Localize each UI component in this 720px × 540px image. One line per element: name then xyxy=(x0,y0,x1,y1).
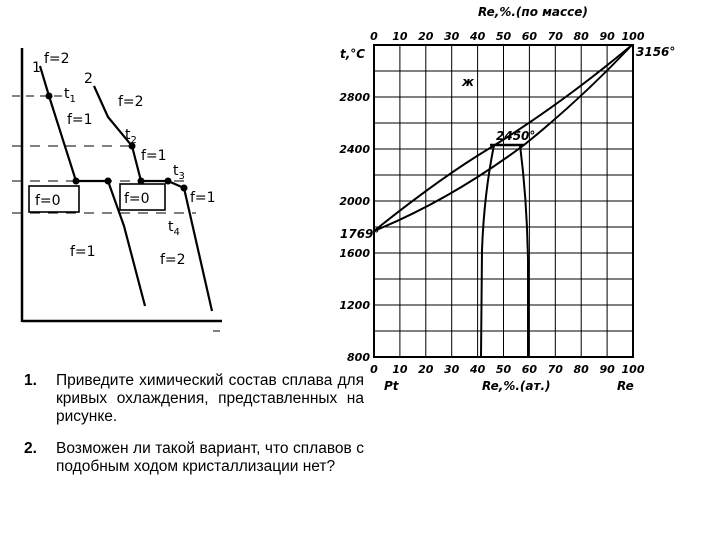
label-t1: $t_1$ xyxy=(64,86,76,105)
top-tick-label: 30 xyxy=(444,30,460,43)
top-tick-label: 50 xyxy=(495,30,512,43)
top-axis-title: Re,%.(по массе) xyxy=(478,5,588,19)
top-tick-label: 70 xyxy=(547,30,563,43)
re-melting-label: 3156° xyxy=(636,45,676,59)
pt-melting-label: 1769° xyxy=(340,227,380,241)
top-tick-label: 40 xyxy=(469,30,486,43)
bottom-tick-label: 40 xyxy=(469,363,486,376)
bottom-tick-label: 70 xyxy=(547,363,563,376)
label-f2-c: f=2 xyxy=(160,252,186,268)
bottom-tick-label: 30 xyxy=(444,363,460,376)
top-tick-label: 80 xyxy=(573,30,589,43)
label-f1-d: f=1 xyxy=(70,244,96,260)
label-curve-2: 2 xyxy=(84,71,93,87)
bottom-tick-label: 10 xyxy=(392,363,408,376)
y-tick-label: 2800 xyxy=(339,91,370,104)
top-tick-label: 10 xyxy=(392,30,408,43)
top-tick-label: 0 xyxy=(370,30,378,43)
cooling-point-t4 xyxy=(181,185,188,192)
solvus-right-curve xyxy=(520,145,528,357)
label-t2: $t_2$ xyxy=(125,127,137,146)
y-tick-label: 800 xyxy=(347,351,370,364)
right-element-label: Re xyxy=(617,379,634,393)
liquid-phase-label: ж xyxy=(462,75,474,89)
bottom-tick-label: 100 xyxy=(621,363,645,376)
top-tick-label: 100 xyxy=(621,30,645,43)
cooling-point-t1 xyxy=(46,93,53,100)
label-f2-b: f=2 xyxy=(118,94,144,110)
left-element-label: Pt xyxy=(384,379,399,393)
question-1 xyxy=(24,372,364,426)
bottom-tick-labels xyxy=(370,363,645,376)
y-tick-label: 1600 xyxy=(339,247,370,260)
label-f1-c: f=1 xyxy=(190,190,216,206)
cooling-curves-panel xyxy=(12,48,222,331)
cooling-point xyxy=(73,178,80,185)
label-t3: $t_3$ xyxy=(173,163,185,182)
top-tick-label: 90 xyxy=(599,30,615,43)
label-f0-b: f=0 xyxy=(124,191,150,207)
label-t4: $t_4$ xyxy=(168,219,180,238)
questions-list xyxy=(24,372,364,490)
bottom-tick-label: 0 xyxy=(370,363,378,376)
bottom-tick-label: 60 xyxy=(521,363,538,376)
y-tick-label: 2000 xyxy=(339,195,370,208)
question-number: 2. xyxy=(24,440,37,457)
solvus-left-curve xyxy=(481,145,494,357)
question-text: Возможен ли такой вариант, что сплавов с подобным ходом кристаллизации нет? xyxy=(56,440,364,475)
bottom-tick-label: 90 xyxy=(599,363,615,376)
question-number: 1. xyxy=(24,372,37,389)
bottom-axis-title: Re,%.(ат.) xyxy=(482,379,551,393)
label-f2-top: f=2 xyxy=(44,51,70,67)
phase-diagram-panel xyxy=(339,5,675,393)
question-text: Приведите химический состав сплава для кривых охлаждения, представленных на рисунке. xyxy=(56,372,364,425)
label-f1-a: f=1 xyxy=(67,112,93,128)
y-axis-title: t,°C xyxy=(340,47,366,61)
bottom-tick-label: 20 xyxy=(418,363,434,376)
bottom-tick-label: 80 xyxy=(573,363,589,376)
y-tick-label: 1200 xyxy=(339,299,370,312)
cooling-point xyxy=(105,178,112,185)
top-tick-label: 20 xyxy=(418,30,434,43)
peritectic-label: 2450° xyxy=(496,129,536,143)
y-tick-label: 2400 xyxy=(339,143,370,156)
question-2 xyxy=(24,440,364,476)
bottom-tick-label: 50 xyxy=(495,363,512,376)
label-curve-1: 1 xyxy=(32,60,41,76)
top-tick-labels xyxy=(370,30,645,43)
top-tick-label: 60 xyxy=(521,30,538,43)
label-f1-b: f=1 xyxy=(141,148,167,164)
label-f0-a: f=0 xyxy=(35,193,61,209)
